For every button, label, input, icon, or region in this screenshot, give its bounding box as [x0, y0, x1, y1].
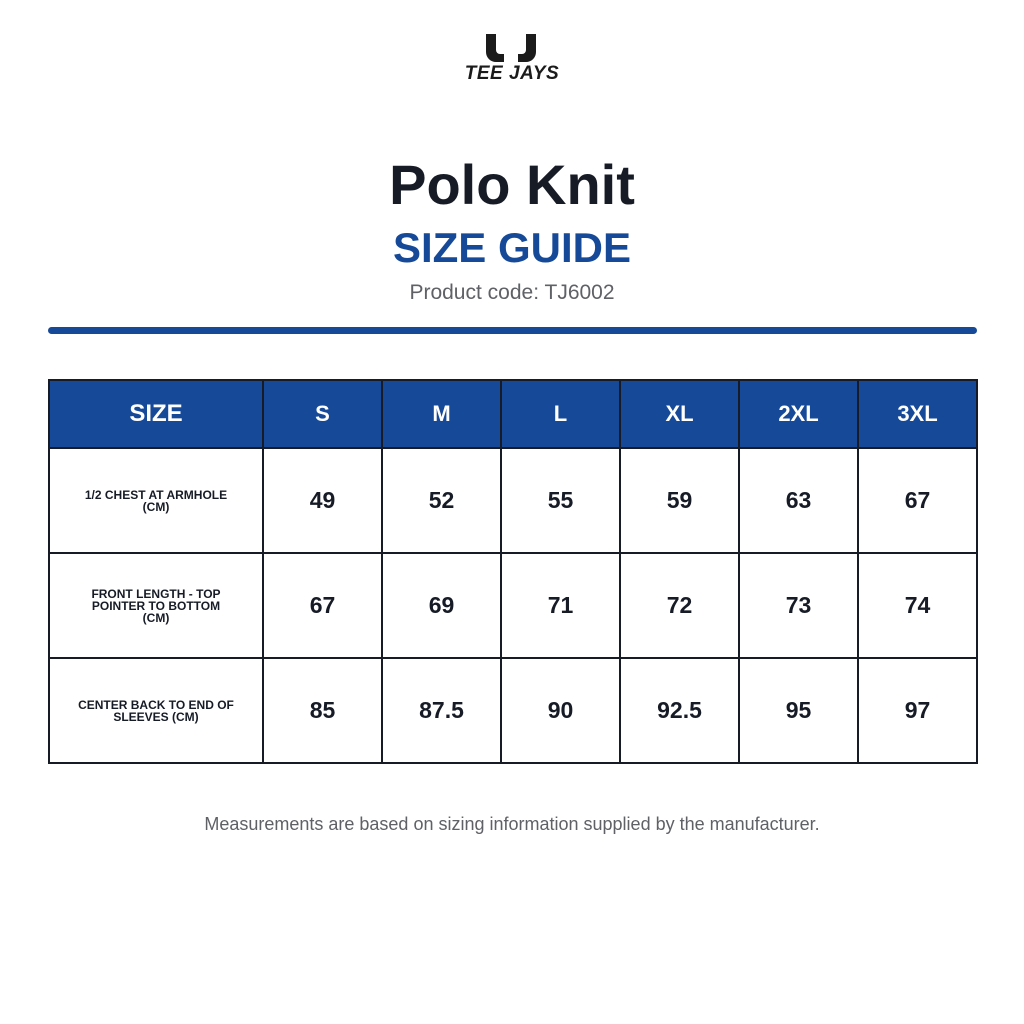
table-cell: 87.5 [382, 658, 501, 763]
table-cell: 55 [501, 448, 620, 553]
column-header: M [382, 380, 501, 448]
column-header: L [501, 380, 620, 448]
column-header: S [263, 380, 382, 448]
row-label: FRONT LENGTH - TOP POINTER TO BOTTOM (CM) [49, 553, 263, 658]
table-cell: 52 [382, 448, 501, 553]
table-cell: 92.5 [620, 658, 739, 763]
table-cell: 72 [620, 553, 739, 658]
table-cell: 69 [382, 553, 501, 658]
table-cell: 74 [858, 553, 977, 658]
page-title: Polo Knit [389, 153, 635, 216]
table-cell: 63 [739, 448, 858, 553]
table-cell: 49 [263, 448, 382, 553]
table-cell: 67 [858, 448, 977, 553]
table-cell: 73 [739, 553, 858, 658]
divider [48, 327, 977, 334]
column-header: XL [620, 380, 739, 448]
footnote: Measurements are based on sizing information supplied by the manufacturer. [204, 814, 820, 834]
table-cell: 85 [263, 658, 382, 763]
table-header-row [49, 380, 977, 448]
column-header: 2XL [739, 380, 858, 448]
row-label: 1/2 CHEST AT ARMHOLE (CM) [49, 448, 263, 553]
column-header: 3XL [858, 380, 977, 448]
svg-text:TEE JAYS: TEE JAYS [464, 63, 560, 84]
size-table-container [48, 379, 977, 764]
size-table [48, 379, 978, 764]
tee-jays-logo-icon [452, 32, 572, 84]
table-cell: 90 [501, 658, 620, 763]
product-code: Product code: TJ6002 [409, 281, 615, 304]
table-cell: 97 [858, 658, 977, 763]
table-cell: 67 [263, 553, 382, 658]
brand-logo [452, 32, 572, 84]
page-subtitle: SIZE GUIDE [392, 224, 632, 271]
table-row [49, 553, 977, 658]
table-cell: 95 [739, 658, 858, 763]
table-row [49, 658, 977, 763]
column-header-size: SIZE [49, 380, 263, 448]
table-cell: 71 [501, 553, 620, 658]
row-label: CENTER BACK TO END OF SLEEVES (CM) [49, 658, 263, 763]
table-row [49, 448, 977, 553]
table-cell: 59 [620, 448, 739, 553]
